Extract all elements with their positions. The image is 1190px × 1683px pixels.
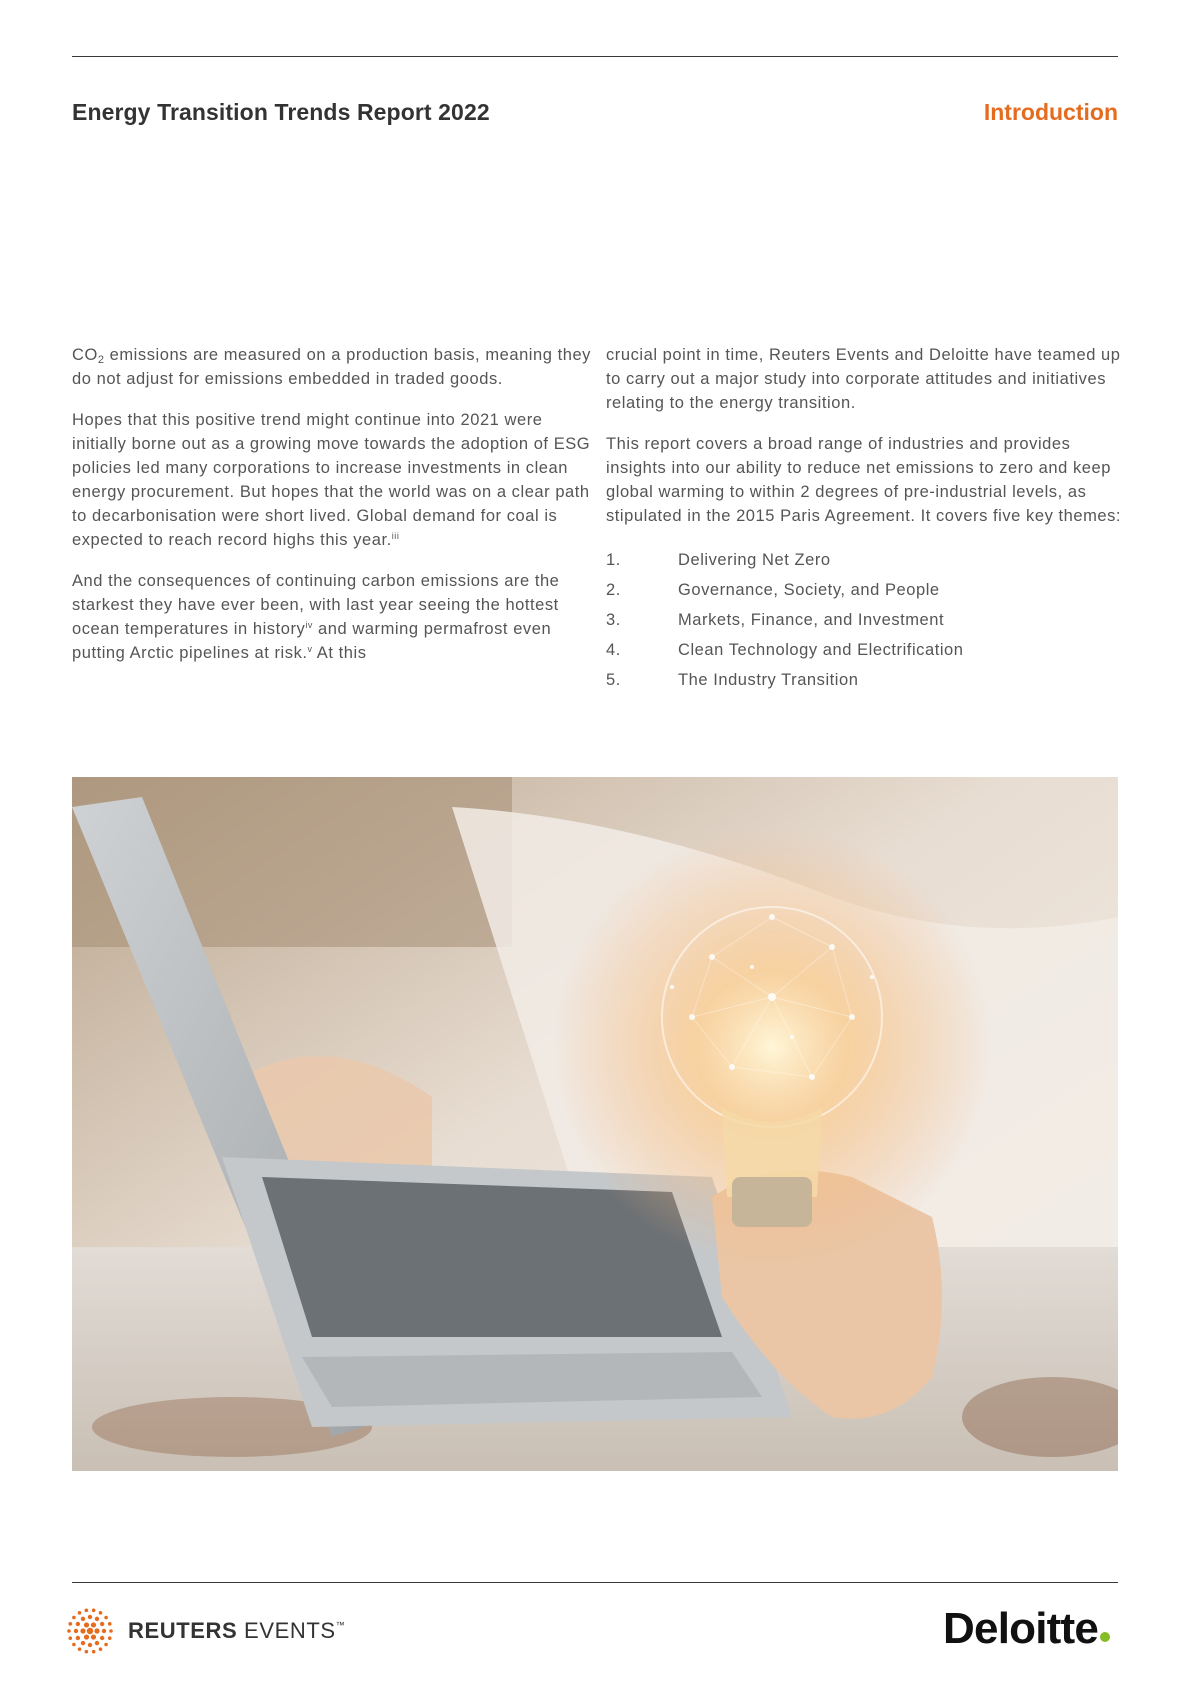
deloitte-logo: Deloitte: [943, 1604, 1110, 1654]
list-item: 1. Delivering Net Zero: [606, 551, 831, 569]
paragraph: crucial point in time, Reuters Events and Deloitte have teamed up to carry out a major study into corporate attitudes and initiatives relating to the energy transition.: [606, 346, 1121, 412]
paragraph: And the consequences of continuing carbon emissions are the starkest they have ever been, with last year seeing the hottest ocean temperatures in history$^{iv}$ and warming permafrost even putting Arctic pipelines at risk.$^v$ At this: [72, 572, 560, 662]
footnote-ref[interactable]: v: [307, 644, 313, 654]
section-title: Introduction: [983, 99, 1118, 125]
hero-image: [72, 777, 1118, 1471]
header-divider: [72, 56, 1118, 57]
paragraph: Hopes that this positive trend might continue into 2021 were initially borne out as a growing move towards the adoption of ESG policies led many corporations to increase investments in clean energy procurement. But hopes that the world was on a clear path to decarbonisation were short lived. Global demand for coal is expected to reach record highs this year.$^{iii}$: [72, 411, 591, 549]
themes-list: [606, 545, 1126, 695]
list-item: 2. Governance, Society, and People: [606, 581, 940, 599]
list-item: 3. Markets, Finance, and Investment: [606, 611, 945, 629]
footer-divider: [72, 1582, 1118, 1583]
list-item: 4. Clean Technology and Electrification: [606, 641, 964, 659]
right-column: [606, 343, 1126, 695]
paragraph: This report covers a broad range of industries and provides insights into our ability to reduce net emissions to zero and keep global warming to within 2 degrees of pre-industrial levels, as stipulated in the 2015 Paris Agreement. It covers five key themes:: [606, 435, 1122, 525]
left-column: [72, 343, 592, 682]
paragraph: $CO_2$ emissions are measured on a production basis, meaning they do not adjust for emissions embedded in traded goods.: [72, 346, 591, 388]
reuters-wordmark: REUTERS EVENTS™: [128, 1618, 346, 1643]
deloitte-dot-icon: [1100, 1632, 1110, 1642]
list-item: 5. The Industry Transition: [606, 671, 859, 689]
reuters-dots-logo-icon: [64, 1605, 116, 1657]
reuters-events-logo: [64, 1603, 345, 1659]
lightbulb-laptop-photo: [72, 777, 1118, 1471]
report-title: Energy Transition Trends Report 2022: [72, 99, 490, 125]
footnote-ref[interactable]: iii: [391, 531, 400, 541]
footnote-ref[interactable]: iv: [305, 620, 313, 630]
